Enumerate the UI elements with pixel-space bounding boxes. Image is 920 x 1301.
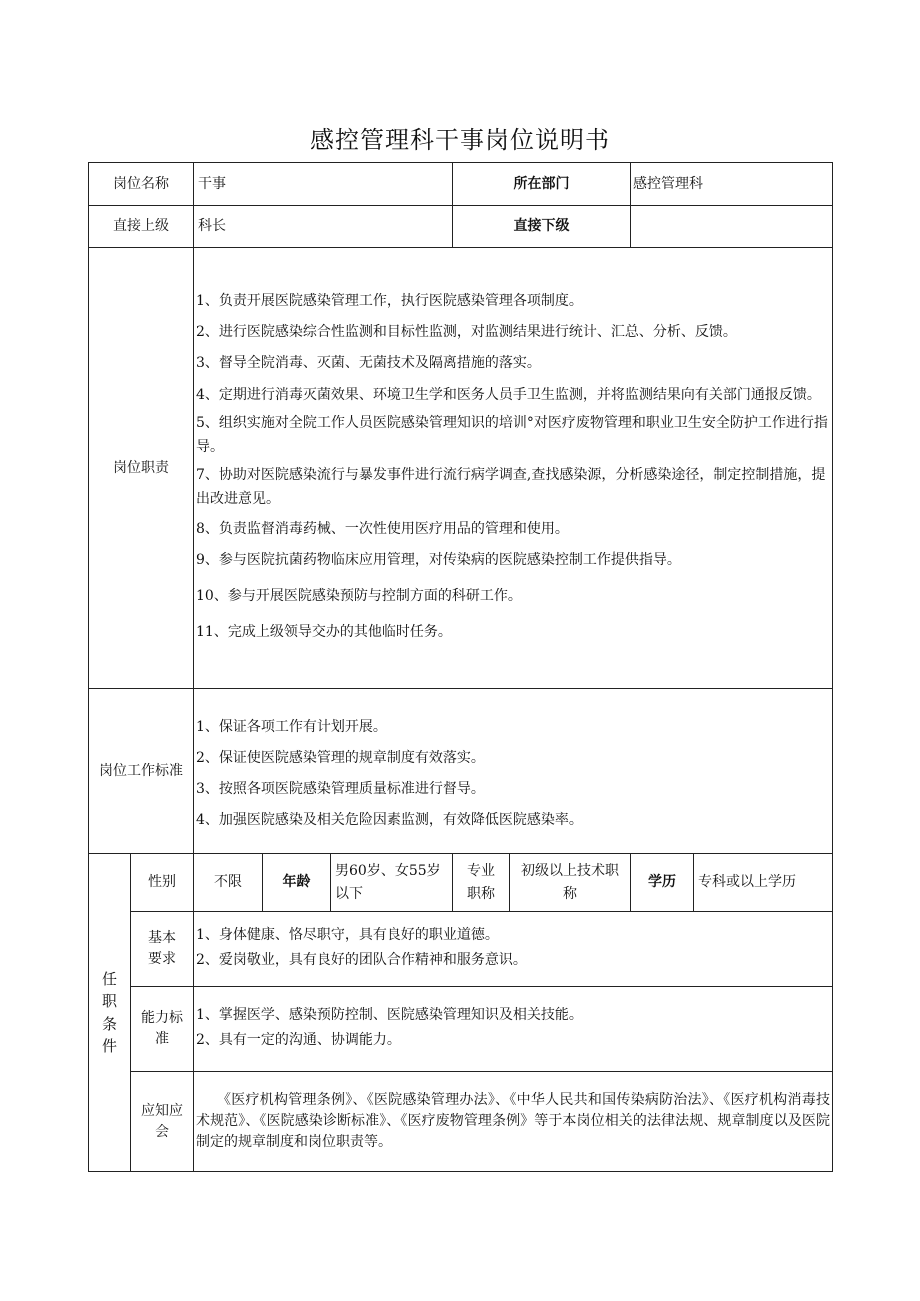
basic-requirements-label — [131, 912, 194, 987]
row-duties — [89, 248, 833, 689]
standards-label: 岗位工作标准 — [89, 689, 194, 854]
duty-item: 11、完成上级领导交办的其他临时任务。 — [196, 624, 452, 640]
duty-item: 7、协助对医院感染流行与暴发事件进行流行病学调查,查找感染源，分析感染途径，制定控制措施，提出改进意见。 — [196, 467, 826, 507]
ability-list — [194, 987, 833, 1072]
standard-item: 3、按照各项医院感染管理质量标准进行督导。 — [196, 781, 485, 797]
education-value: 专科或以上学历 — [694, 854, 833, 912]
ability-item: 2、具有一定的沟通、协调能力。 — [196, 1032, 401, 1048]
age-label: 年龄 — [263, 854, 331, 912]
basic-requirements-label-text: 基本要求 — [147, 930, 176, 967]
row-basic-conditions — [89, 854, 833, 912]
subordinate-label: 直接下级 — [453, 206, 631, 248]
duty-item: 8、负责监督消毒药械、一次性使用医疗用品的管理和使用。 — [196, 521, 569, 537]
ability-label — [131, 987, 194, 1072]
duty-item: 4、定期进行消毒灭菌效果、环境卫生学和医务人员手卫生监测，并将监测结果向有关部门通报反馈。 — [196, 387, 821, 403]
row-basic-requirements — [89, 912, 833, 987]
row-knowledge — [89, 1072, 833, 1172]
duties-label: 岗位职责 — [89, 248, 194, 689]
department-label: 所在部门 — [453, 163, 631, 206]
duty-item: 10、参与开展医院感染预防与控制方面的科研工作。 — [196, 588, 522, 604]
superior-value: 科长 — [194, 206, 453, 248]
superior-label: 直接上级 — [89, 206, 194, 248]
standard-item: 4、加强医院感染及相关危险因素监测，有效降低医院感染率。 — [196, 812, 583, 828]
row-ability — [89, 987, 833, 1072]
position-name-label: 岗位名称 — [89, 163, 194, 206]
department-value: 感控管理科 — [631, 163, 833, 206]
requirement-item: 2、爱岗敬业，具有良好的团队合作精神和服务意识。 — [196, 952, 527, 968]
professional-title-value: 初级以上技术职称 — [510, 854, 631, 912]
standard-item: 2、保证使医院感染管理的规章制度有效落实。 — [196, 750, 485, 766]
job-description-table — [88, 162, 833, 1172]
age-value: 男60岁、女55岁以下 — [331, 854, 453, 912]
basic-requirements-list — [194, 912, 833, 987]
row-position — [89, 163, 833, 206]
row-reporting — [89, 206, 833, 248]
professional-title-label — [453, 854, 510, 912]
knowledge-text: 《医疗机构管理条例》、《医院感染管理办法》、《中华人民共和国传染病防治法》、《医疗机构消毒技术规范》、《医院感染诊断标准》、《医疗废物管理条例》等于本岗位相关的法律法规、规章制度以及医院制定的规章制度和岗位职责等。 — [194, 1072, 833, 1172]
knowledge-label — [131, 1072, 194, 1172]
standards-list — [194, 689, 833, 854]
knowledge-label-text: 应知应会 — [140, 1102, 183, 1140]
duty-item: 3、督导全院消毒、灭菌、无菌技术及隔离措施的落实。 — [196, 355, 541, 371]
document-title: 感控管理科干事岗位说明书 — [310, 126, 610, 154]
professional-title-label-text: 专业职称 — [466, 862, 495, 902]
ability-label-text: 能力标准 — [140, 1010, 183, 1047]
subordinate-value — [631, 206, 833, 248]
duty-item: 1、负责开展医院感染管理工作，执行医院感染管理各项制度。 — [196, 293, 583, 309]
position-name-value: 干事 — [194, 163, 453, 206]
education-label: 学历 — [631, 854, 694, 912]
gender-label: 性别 — [131, 854, 194, 912]
qualifications-label — [89, 854, 131, 1172]
ability-item: 1、掌握医学、感染预防控制、医院感染管理知识及相关技能。 — [196, 1007, 583, 1023]
requirement-item: 1、身体健康、恪尽职守，具有良好的职业道德。 — [196, 927, 499, 943]
duty-item: 9、参与医院抗菌药物临床应用管理，对传染病的医院感染控制工作提供指导。 — [196, 552, 681, 568]
duty-item: 5、组织实施对全院工作人员医院感染管理知识的培训°对医疗废物管理和职业卫生安全防护工作进行指导。 — [196, 415, 828, 455]
duties-list — [194, 248, 833, 689]
duty-item: 2、进行医院感染综合性监测和目标性监测，对监测结果进行统计、汇总、分析、反馈。 — [196, 324, 737, 340]
standard-item: 1、保证各项工作有计划开展。 — [196, 719, 387, 735]
row-standards — [89, 689, 833, 854]
qualifications-label-text: 任职条件 — [101, 969, 117, 1055]
gender-value: 不限 — [194, 854, 263, 912]
